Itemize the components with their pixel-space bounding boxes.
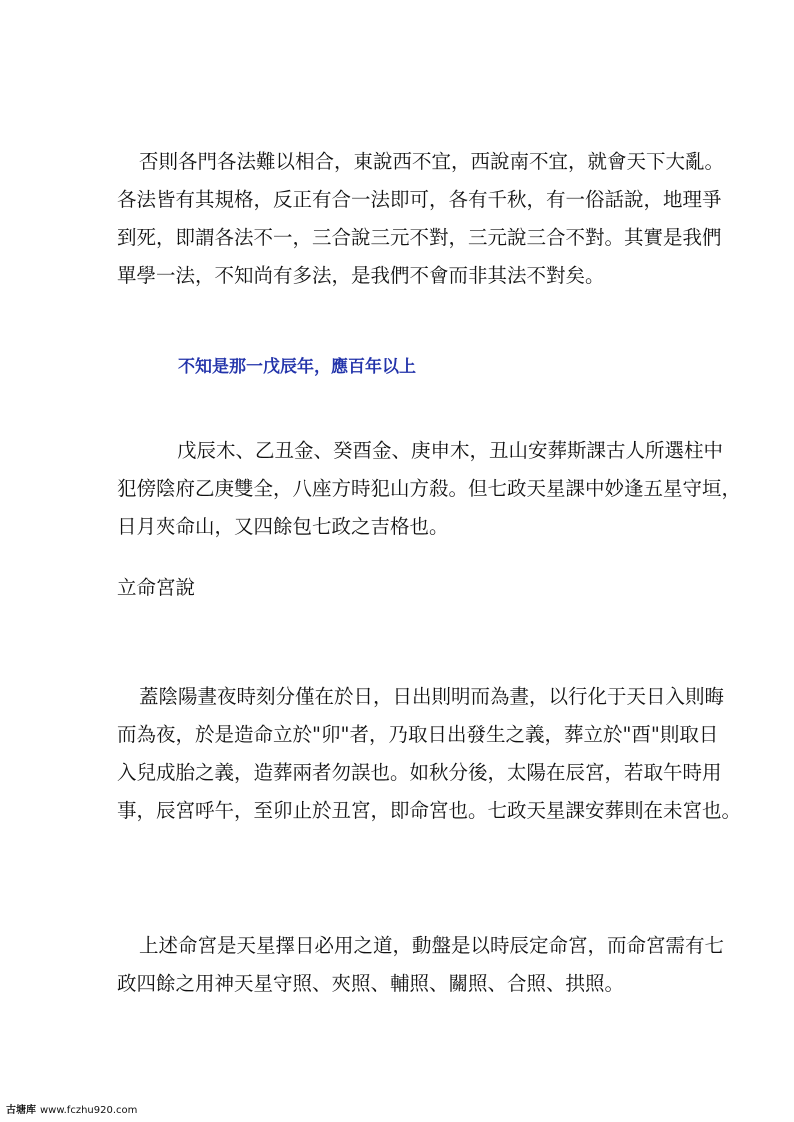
paragraph-2 [117, 432, 742, 546]
paragraph-4 [117, 927, 725, 1003]
text-line: 戊辰木、乙丑金、癸酉金、庚申木，丑山安葬斯課古人所選柱中 [177, 439, 724, 462]
text-line: 上述命宮是天星擇日必用之道，動盤是以時辰定命宮，而命宮需有七 [139, 934, 725, 957]
text-line: 到死，即謂各法不一，三合說三元不對，三元說三合不對。其實是我們 [117, 226, 722, 249]
footer-watermark [6, 1101, 137, 1116]
text-line: 入兒成胎之義，造葬兩者勿誤也。如秋分後，太陽在辰宮，若取午時用 [117, 761, 722, 784]
paragraph-3 [117, 678, 742, 830]
text-line: 否則各門各法難以相合，東說西不宜，西說南不宜，就會天下大亂。 [139, 150, 725, 173]
text-line: 日月夾命山，又四餘包七政之吉格也。 [117, 515, 449, 538]
paragraph-1 [117, 143, 725, 295]
text-line: 各法皆有其規格，反正有合一法即可，各有千秋，有一俗話說，地理爭 [117, 188, 722, 211]
section-heading: 不知是那一戊辰年，應百年以上 [178, 357, 416, 377]
text-line: 蓋陰陽晝夜時刻分僅在於日，日出則明而為晝，以行化于天日入則晦 [139, 685, 725, 708]
footer-url[interactable]: www.fczhu920.com [40, 1105, 138, 1116]
text-line: 單學一法，不知尚有多法，是我們不會而非其法不對矣。 [117, 264, 605, 287]
section-subtitle: 立命宮說 [117, 576, 196, 599]
text-line: 政四餘之用神天星守照、夾照、輔照、關照、合照、拱照。 [117, 972, 625, 995]
text-line: 事，辰宮呼午，至卯止於丑宮，即命宮也。七政天星課安葬則在未宮也。 [117, 799, 742, 822]
text-line: 犯傍陰府乙庚雙全，八座方時犯山方殺。但七政天星課中妙逢五星守垣， [117, 477, 742, 500]
text-line: 而為夜，於是造命立於"卯"者，乃取日出發生之義，葬立於"酉"則取日 [117, 723, 719, 746]
footer-brand: 古塘库 [6, 1105, 36, 1116]
